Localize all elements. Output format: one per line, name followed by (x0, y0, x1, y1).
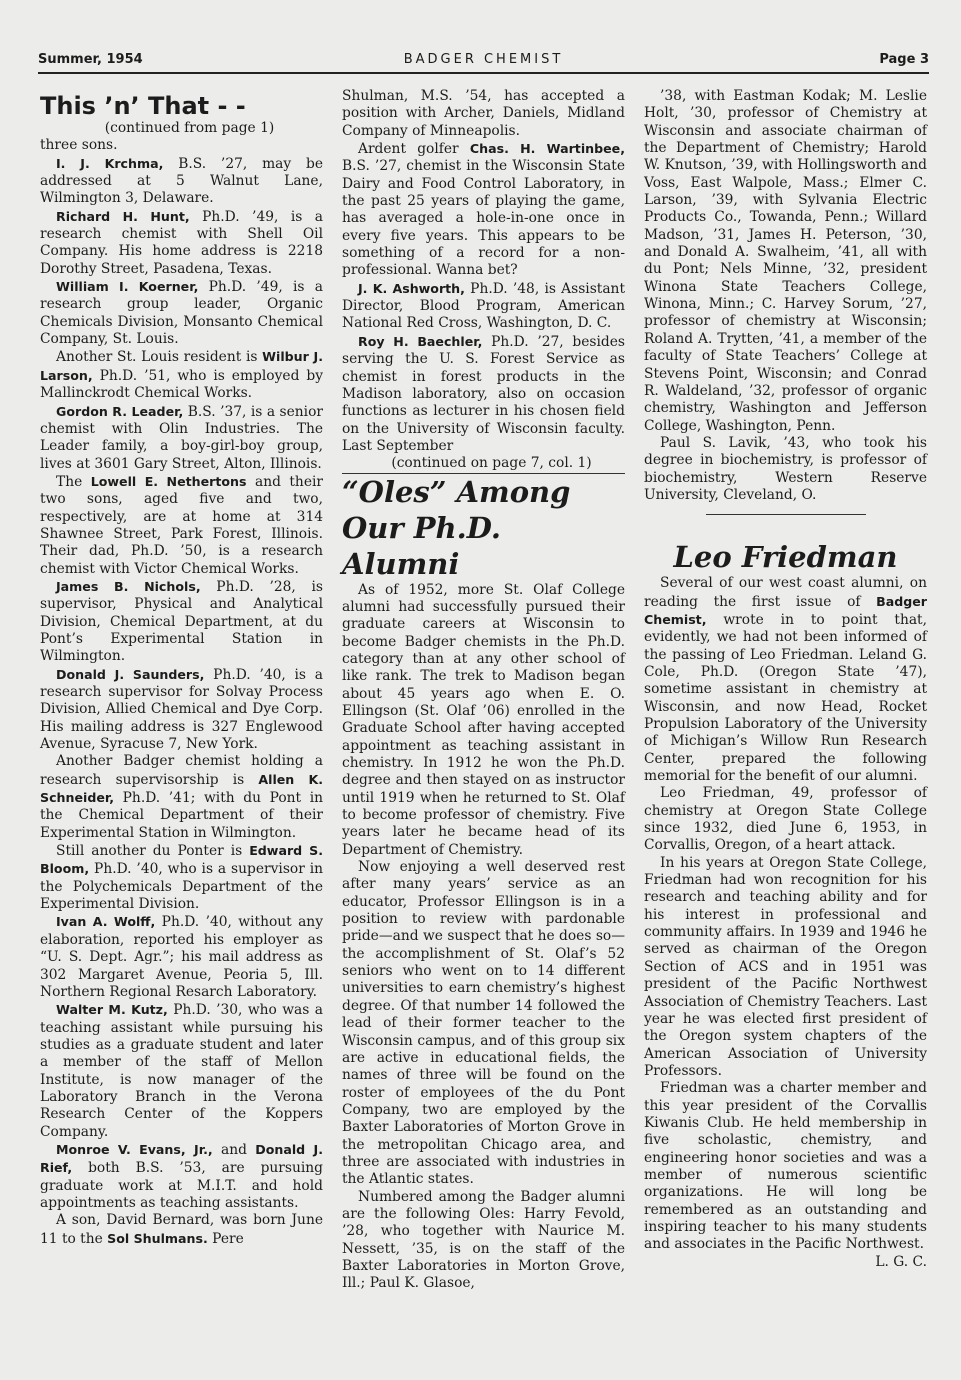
paragraph-text: Another St. Louis resident is (56, 349, 263, 366)
person-name: Gordon R. Leader, (56, 403, 184, 419)
paragraph-text: B.S. ’27, may be addressed at 5 Walnut Lane, Wilmington 3, Delaware. (40, 155, 324, 207)
paragraph-text: A son, David Bernard, was born June 11 to the (40, 1212, 323, 1247)
oles-title-line-1: “Oles” Among (342, 474, 571, 509)
paragraph-text: Still another du Ponter is (56, 843, 250, 860)
this-n-that-paragraph (342, 280, 625, 333)
paragraph-text: three sons. (40, 137, 118, 154)
person-name: Donald J. Rief, (40, 1141, 323, 1176)
oles-article-title (342, 474, 625, 582)
person-name: Walter M. Kutz, (56, 1002, 168, 1018)
friedman-paragraph: Leo Friedman, 49, professor of chemistry at Oregon State College since 1932, died June 6, 1953, in Corvallis, Oregon, of a heart attack. (644, 785, 927, 854)
this-n-that-paragraph (40, 913, 323, 1001)
page-header (38, 50, 929, 74)
paragraph-text: wrote in to point that, evidently, we had not been informed of the passing of Leo Friedman. Leland G. Cole, Ph.D. (Oregon State ’47), sometime assistant in chemistry at Wisconsin, and now Head, Rocket Propulsion Laboratory of the University of Michigan’s Willow Run Research Center, prepared the following memorial for the benefit of our alumni. (644, 611, 927, 785)
oles-paragraph: Paul S. Lavik, ’43, who took his degree in biochemistry, is professor of biochemistry, Western Reserve University, Cleveland, O. (644, 434, 927, 503)
friedman-paragraph: Friedman was a charter member and this year president of the Corvallis Kiwanis Club. He held membership in five scholastic, chemistry, and engineering honor societies and was a member of numerous scientific organizations. He will long be remembered as an outstanding and inspiring teacher to his many students and associates in the Pacific Northwest. (644, 1080, 927, 1253)
this-n-that-paragraph (342, 333, 625, 455)
friedman-intro (644, 575, 927, 785)
column-1 (40, 88, 323, 1248)
this-n-that-paragraph (40, 137, 323, 154)
paragraph-text: Ph.D. ’49, is a research group leader, Organic Chemicals Division, Monsanto Chemical Company, St. Louis. (40, 279, 323, 348)
this-n-that-paragraph (40, 278, 323, 348)
person-name: Wilbur J. Larson, (40, 349, 323, 383)
column-2 (342, 88, 625, 1293)
col3-paragraphs-top (644, 88, 927, 504)
this-n-that-paragraph (40, 403, 323, 473)
paragraph-text: Ph.D. ’40, who is a supervisor in the Polychemicals Department of the Experimental Division. (40, 861, 323, 913)
this-n-that-paragraph (40, 348, 323, 402)
this-n-that-paragraph (40, 578, 323, 666)
issue-date: Summer, 1954 (38, 52, 143, 67)
person-name: Edward S. Bloom, (40, 843, 323, 877)
paragraph-text: Ph.D. ’28, is supervisor, Physical and Analytical Division, Chemical Department, at du Pont’s Experimental Station in Wilmington. (40, 578, 323, 665)
person-name: Monroe V. Evans, Jr., (56, 1141, 213, 1157)
paragraph-text: Ph.D. ’40, without any elaboration, reported his employer as “U. S. Dept. Agr.”; his mail address as 302 Margaret Avenue, Peoria 5, Ill. Northern Regional Resarch Laboratory. (40, 914, 323, 1000)
oles-paragraph: Numbered among the Badger alumni are the following Oles: Harry Fevold, ’28, who together with Naurice M. Nessett, ’35, is on the staff of the Baxter Laboratories in Morton Grove, Ill.; Paul K. Glasoe, (342, 1188, 625, 1292)
person-name: William I. Koerner, (56, 279, 199, 295)
person-name: J. K. Ashworth, (358, 280, 465, 296)
section-divider (706, 514, 866, 515)
paragraph-text: Ph.D. ’27, besides serving the U. S. Forest Service as chemist in forest products in the Madison laboratory, also on occasion functions as lecturer in his chosen field on the University of Wisconsin faculty. Last September (342, 333, 625, 454)
friedman-intro-paragraph (644, 575, 927, 785)
this-n-that-paragraph (342, 88, 625, 140)
continued-on-note: (continued on page 7, col. 1) (342, 455, 625, 473)
paragraph-text: The (56, 473, 91, 490)
this-n-that-paragraph (40, 1001, 323, 1141)
person-name: Sol Shulmans. (107, 1230, 208, 1246)
person-name: Richard H. Hunt, (56, 208, 190, 224)
paragraph-text: Another Badger chemist holding a research supervisorship is (40, 753, 323, 788)
col1-paragraphs (40, 137, 323, 1248)
paragraph-text: B.S. ’37, is a senior chemist with Olin Industries. The Leader family, a boy-girl-boy group, lives at 3601 Gary Street, Alton, Illinois. (40, 403, 323, 472)
oles-paragraph: As of 1952, more St. Olaf College alumni had successfully pursued their graduate careers at Wisconsin to become Badger chemists in the Ph.D. category than at any other school of like rank. The trek to Madison began about 45 years ago when E. O. Ellingson (St. Olaf ’06) enrolled in the Graduate School after having accepted appointment as teaching assistant in chemistry. In 1912 he won the Ph.D. degree and then stayed on as instructor until 1919 when he returned to St. Olaf to become professor of chemistry. Five years later he became head of its Department of Chemistry. (342, 581, 625, 858)
paragraph-text: Ardent golfer (358, 141, 470, 158)
friedman-paragraph: In his years at Oregon State College, Friedman had won recognition for his research and teaching ability and for his interest in professional and community affairs. In 1939 and 1946 he served as chairman of the Oregon Section of ACS and in 1951 was president of the Pacific Northwest Association of Chemistry Teachers. Last year he was elected first president of the Oregon system chapters of the American Association of University Professors. (644, 854, 927, 1079)
this-n-that-paragraph (40, 842, 323, 913)
paragraph-text: both B.S. ’53, are pursuing graduate work at M.I.T. and hold appointments as teaching assistants. (40, 1160, 323, 1211)
this-n-that-paragraph (40, 208, 323, 278)
continued-from-note: (continued from page 1) (104, 120, 275, 136)
oles-article-body (342, 582, 625, 1293)
this-n-that-paragraph (40, 666, 323, 754)
paragraph-text: Ph.D. ’49, is a research chemist with Shell Oil Company. His home address is 2218 Dorothy Street, Pasadena, Texas. (40, 208, 323, 277)
this-n-that-paragraph (342, 140, 625, 280)
person-name: Lowell E. Nethertons (90, 473, 247, 489)
section-title-this-n-that: This ’n’ That - - (40, 92, 246, 120)
paragraph-text: Ph.D. ’40, is a research supervisor for Solvay Process Division, Allied Chemical and Dye Corp. His mailing address is 327 Englewood Avenue, Syracuse 7, New York. (40, 666, 323, 753)
paragraph-text: B.S. ’27, chemist in the Wisconsin State Dairy and Food Control Laboratory, in the past 25 years of playing the game, has averaged a hole-in-one once in every five years. This appears to be something of a record for a non-professional. Wanna bet? (342, 158, 625, 279)
this-n-that-paragraph (40, 1141, 323, 1212)
paragraph-text: Ph.D. ’48, is Assistant Director, Blood Program, American National Red Cross, Washington, D. C. (342, 280, 625, 332)
paragraph-text: Ph.D. ’41; with du Pont in the Chemical Department of their Experimental Station in Wilmington. (40, 790, 323, 841)
page-number: Page 3 (879, 52, 929, 67)
paragraph-text: Ph.D. ’30, who was a teaching assistant while pursuing his studies as a graduate student and later a member of the staff of Mellon Institute, is now manager of the Laboratory Branch in the Verona Research Center of the Koppers Company. (40, 1002, 323, 1140)
person-name: Chas. H. Wartinbee, (469, 141, 625, 157)
paragraph-text: Several of our west coast alumni, on reading the first issue of (644, 575, 927, 610)
person-name: Ivan A. Wolff, (56, 914, 156, 930)
this-n-that-paragraph (40, 1212, 323, 1248)
oles-paragraph: ’38, with Eastman Kodak; M. Leslie Holt, ’30, professor of Chemistry at Wisconsin and associate chairman of the Department of Chemistry; Harold W. Knutson, ’39, with Hollingsworth and Voss, East Walpole, Mass.; Elmer C. Larson, ’39, with Sylvania Electric Products Co., Towanda, Penn.; Willard Madson, ’31, James H. Peterson, ’30, and Donald A. Swalheim, ’41, all with du Pont; Nels Minne, ’32, president Winona State Teachers College, Winona, Minn.; C. Harvey Sorum, ’27, professor of chemistry at Wisconsin; Roland A. Trytten, ’41, a member of the faculty of State Teachers’ College at Stevens Point, Wisconsin; and Conrad R. Waldeland, ’32, professor of organic chemistry, Washington and Jefferson College, Washington, Penn. (644, 88, 927, 434)
person-name: James B. Nichols, (56, 578, 201, 594)
person-name: Badger Chemist, (644, 593, 927, 627)
paragraph-text: Shulman, M.S. ’54, has accepted a position with Archer, Daniels, Midland Company of Minneapolis. (342, 88, 625, 139)
person-name: Roy H. Baechler, (358, 333, 483, 349)
paragraph-text: and their two sons, aged five and two, respectively, are at home at 314 Shawnee Street, Park Forest, Illinois. Their dad, Ph.D. ’50, is a research chemist with Victor Chemical Works. (40, 473, 323, 577)
person-name: Donald J. Saunders, (56, 666, 205, 682)
column-3 (644, 88, 927, 1271)
paragraph-text: and (212, 1141, 256, 1158)
paragraph-text: Pere (207, 1230, 244, 1247)
paragraph-text: Ph.D. ’51, who is employed by Mallinckrodt Chemical Works. (40, 367, 323, 402)
oles-paragraph: Now enjoying a well deserved rest after many years’ service as an educator, Professor Ellingson is in a position to review with pardonable pride—and we suspect that he does so—the accomplishment of St. Olaf’s 52 seniors who went on to 14 different universities to earn chemistry’s highest degree. Of that number 14 followed the lead of their former teacher to the Wisconsin campus, and of this group six are active in educational fields, the names of three will be found on the roster of employees of the du Pont Company, two are employed by the Baxter Laboratories of Morton Grove in the metropolitan Chicago area, and three are associated with industries in the Atlantic states. (342, 859, 625, 1188)
person-name: Allen K. Schneider, (40, 771, 323, 806)
this-n-that-paragraph (40, 473, 323, 578)
col2-paragraphs-top (342, 88, 625, 455)
masthead-title: BADGER CHEMIST (403, 52, 564, 67)
friedman-article-body (644, 785, 927, 1253)
this-n-that-paragraph (40, 155, 323, 208)
author-signature: L. G. C. (875, 1253, 927, 1270)
oles-title-line-2: Our Ph.D. Alumni (342, 510, 501, 581)
person-name: I. J. Krchma, (56, 155, 164, 171)
friedman-article-title: Leo Friedman (673, 540, 898, 575)
this-n-that-paragraph (40, 753, 323, 842)
